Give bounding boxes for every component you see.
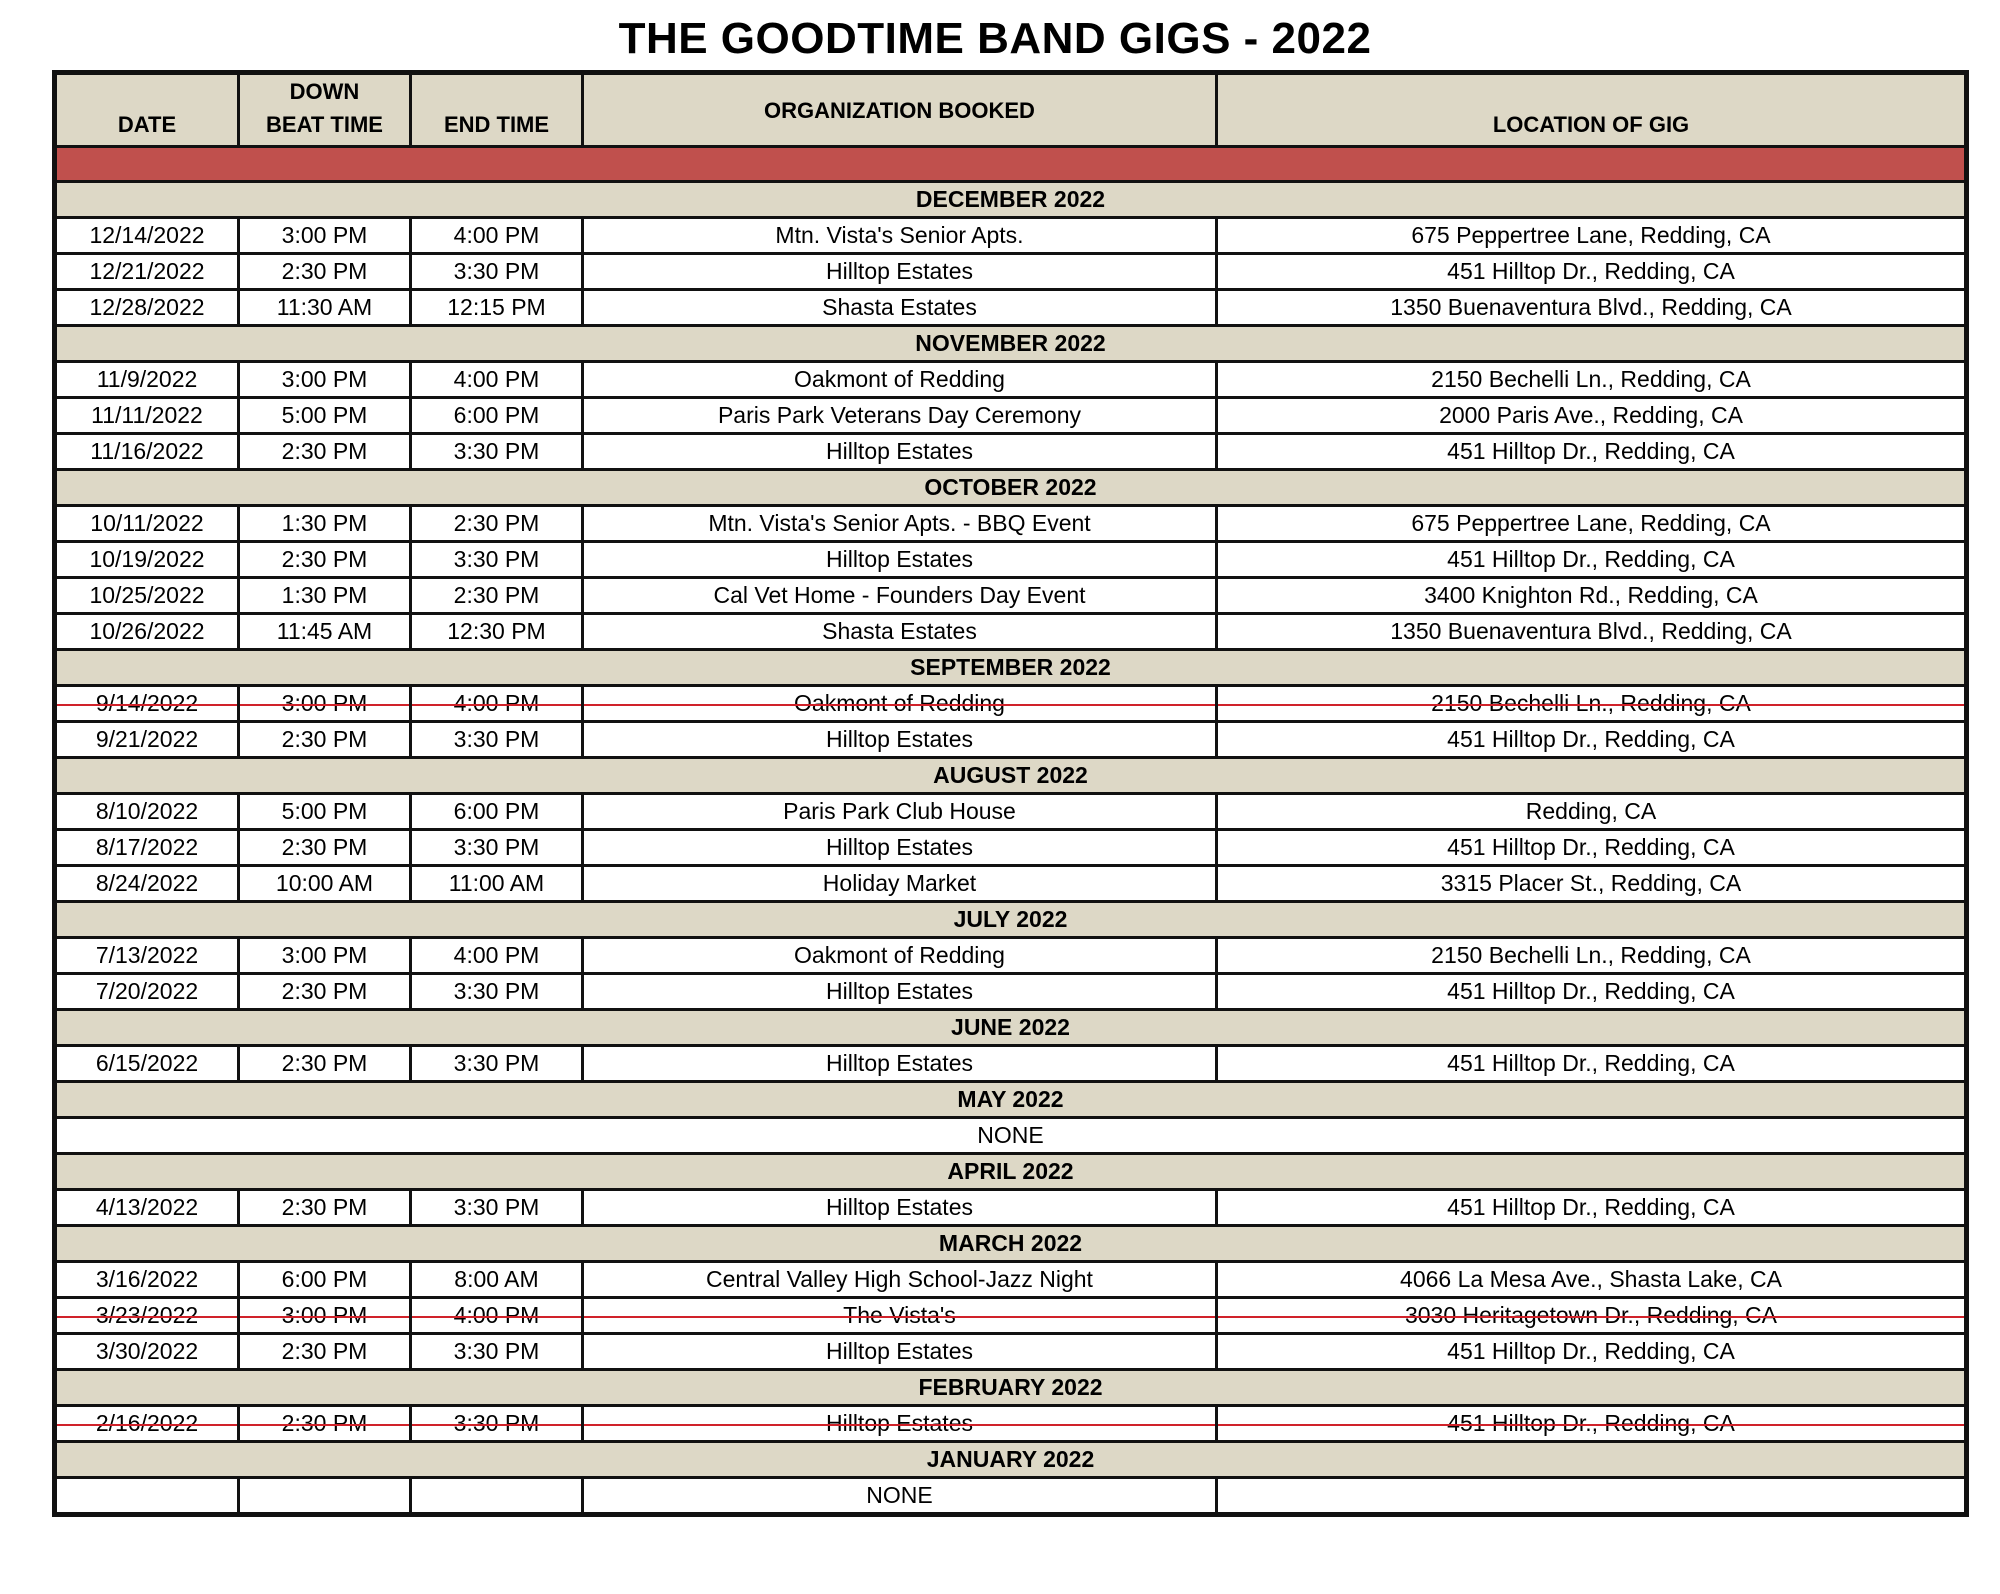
month-label: JANUARY 2022 <box>55 1442 1967 1478</box>
month-header-row <box>55 650 1967 686</box>
gig-date: 7/13/2022 <box>55 938 239 974</box>
empty-end-cell <box>411 1478 583 1515</box>
gig-organization: Hilltop Estates <box>583 542 1217 578</box>
no-gigs-row <box>55 1478 1967 1515</box>
gig-organization: The Vista's <box>583 1298 1217 1334</box>
header-end-time: END TIME <box>411 73 583 147</box>
gig-down-beat-time: 3:00 PM <box>239 1298 411 1334</box>
gig-row <box>55 506 1967 542</box>
gig-organization: Hilltop Estates <box>583 1406 1217 1442</box>
gig-down-beat-time: 3:00 PM <box>239 938 411 974</box>
gig-location: 451 Hilltop Dr., Redding, CA <box>1217 1046 1967 1082</box>
header-location: LOCATION OF GIG <box>1217 73 1967 147</box>
gig-location: 451 Hilltop Dr., Redding, CA <box>1217 1406 1967 1442</box>
gig-end-time: 6:00 PM <box>411 794 583 830</box>
gig-end-time: 4:00 PM <box>411 938 583 974</box>
gig-date: 9/21/2022 <box>55 722 239 758</box>
gig-down-beat-time: 2:30 PM <box>239 434 411 470</box>
gig-organization: Cal Vet Home - Founders Day Event <box>583 578 1217 614</box>
gig-date: 12/21/2022 <box>55 254 239 290</box>
gig-date: 3/23/2022 <box>55 1298 239 1334</box>
gig-down-beat-time: 11:45 AM <box>239 614 411 650</box>
gig-end-time: 4:00 PM <box>411 1298 583 1334</box>
month-label: NOVEMBER 2022 <box>55 326 1967 362</box>
gig-date: 3/30/2022 <box>55 1334 239 1370</box>
gig-organization: Shasta Estates <box>583 290 1217 326</box>
gig-end-time: 3:30 PM <box>411 830 583 866</box>
gig-row <box>55 362 1967 398</box>
month-label: APRIL 2022 <box>55 1154 1967 1190</box>
month-label: FEBRUARY 2022 <box>55 1370 1967 1406</box>
gig-down-beat-time: 2:30 PM <box>239 1406 411 1442</box>
gig-down-beat-time: 2:30 PM <box>239 1046 411 1082</box>
gig-date: 2/16/2022 <box>55 1406 239 1442</box>
gig-row <box>55 614 1967 650</box>
gig-location: 675 Peppertree Lane, Redding, CA <box>1217 506 1967 542</box>
gig-date: 8/17/2022 <box>55 830 239 866</box>
gig-location: 1350 Buenaventura Blvd., Redding, CA <box>1217 290 1967 326</box>
gig-row <box>55 1046 1967 1082</box>
gig-date: 8/24/2022 <box>55 866 239 902</box>
gig-end-time: 12:30 PM <box>411 614 583 650</box>
gig-date: 11/11/2022 <box>55 398 239 434</box>
gig-end-time: 3:30 PM <box>411 1190 583 1226</box>
gig-date: 8/10/2022 <box>55 794 239 830</box>
gig-row <box>55 1190 1967 1226</box>
gig-down-beat-time: 2:30 PM <box>239 830 411 866</box>
gig-schedule-table <box>52 70 1969 1517</box>
gig-down-beat-time: 3:00 PM <box>239 362 411 398</box>
gig-date: 9/14/2022 <box>55 686 239 722</box>
gig-organization: Mtn. Vista's Senior Apts. <box>583 218 1217 254</box>
gig-date: 11/9/2022 <box>55 362 239 398</box>
gig-location: 675 Peppertree Lane, Redding, CA <box>1217 218 1967 254</box>
gig-end-time: 4:00 PM <box>411 686 583 722</box>
gig-row <box>55 398 1967 434</box>
gig-location: 451 Hilltop Dr., Redding, CA <box>1217 254 1967 290</box>
gig-organization: Oakmont of Redding <box>583 938 1217 974</box>
gig-down-beat-time: 2:30 PM <box>239 542 411 578</box>
gig-organization: Hilltop Estates <box>583 830 1217 866</box>
gig-location: 1350 Buenaventura Blvd., Redding, CA <box>1217 614 1967 650</box>
gig-end-time: 2:30 PM <box>411 506 583 542</box>
cancelled-gig-row <box>55 686 1967 722</box>
gig-organization: Hilltop Estates <box>583 434 1217 470</box>
empty-location-cell <box>1217 1478 1967 1515</box>
gig-organization: Paris Park Veterans Day Ceremony <box>583 398 1217 434</box>
month-header-row <box>55 1226 1967 1262</box>
cancelled-gig-row <box>55 1406 1967 1442</box>
gig-row <box>55 974 1967 1010</box>
gig-organization: Hilltop Estates <box>583 1334 1217 1370</box>
gig-end-time: 3:30 PM <box>411 974 583 1010</box>
gig-organization: Mtn. Vista's Senior Apts. - BBQ Event <box>583 506 1217 542</box>
gig-location: 451 Hilltop Dr., Redding, CA <box>1217 1334 1967 1370</box>
gig-down-beat-time: 10:00 AM <box>239 866 411 902</box>
gig-location: 3315 Placer St., Redding, CA <box>1217 866 1967 902</box>
gig-location: 3030 Heritagetown Dr., Redding, CA <box>1217 1298 1967 1334</box>
gig-date: 3/16/2022 <box>55 1262 239 1298</box>
page-title: THE GOODTIME BAND GIGS - 2022 <box>618 14 1372 63</box>
gig-row <box>55 218 1967 254</box>
month-label: DECEMBER 2022 <box>55 182 1967 218</box>
month-label: AUGUST 2022 <box>55 758 1967 794</box>
month-label: OCTOBER 2022 <box>55 470 1967 506</box>
empty-start-cell <box>239 1478 411 1515</box>
month-header-row <box>55 470 1967 506</box>
month-label: JULY 2022 <box>55 902 1967 938</box>
gig-end-time: 6:00 PM <box>411 398 583 434</box>
gig-end-time: 3:30 PM <box>411 1046 583 1082</box>
month-header-row <box>55 1442 1967 1478</box>
gig-organization: Holiday Market <box>583 866 1217 902</box>
gig-end-time: 3:30 PM <box>411 1334 583 1370</box>
gig-down-beat-time: 2:30 PM <box>239 1190 411 1226</box>
gig-organization: Oakmont of Redding <box>583 362 1217 398</box>
gig-row <box>55 434 1967 470</box>
gig-down-beat-time: 3:00 PM <box>239 218 411 254</box>
gig-end-time: 11:00 AM <box>411 866 583 902</box>
gig-organization: Shasta Estates <box>583 614 1217 650</box>
gig-down-beat-time: 5:00 PM <box>239 794 411 830</box>
month-label: JUNE 2022 <box>55 1010 1967 1046</box>
gig-date: 6/15/2022 <box>55 1046 239 1082</box>
gig-down-beat-time: 11:30 AM <box>239 290 411 326</box>
gig-organization: Hilltop Estates <box>583 1190 1217 1226</box>
gig-location: 2150 Bechelli Ln., Redding, CA <box>1217 362 1967 398</box>
gig-date: 7/20/2022 <box>55 974 239 1010</box>
gig-location: 3400 Knighton Rd., Redding, CA <box>1217 578 1967 614</box>
gig-location: 2150 Bechelli Ln., Redding, CA <box>1217 938 1967 974</box>
gig-row <box>55 290 1967 326</box>
gig-date: 4/13/2022 <box>55 1190 239 1226</box>
gig-organization: Oakmont of Redding <box>583 686 1217 722</box>
month-header-row <box>55 1010 1967 1046</box>
gig-end-time: 4:00 PM <box>411 362 583 398</box>
gig-organization: Paris Park Club House <box>583 794 1217 830</box>
gig-end-time: 3:30 PM <box>411 722 583 758</box>
no-gigs-label: NONE <box>583 1478 1217 1515</box>
gig-down-beat-time: 5:00 PM <box>239 398 411 434</box>
gig-date: 11/16/2022 <box>55 434 239 470</box>
month-label: MARCH 2022 <box>55 1226 1967 1262</box>
gig-location: 2000 Paris Ave., Redding, CA <box>1217 398 1967 434</box>
gig-row <box>55 254 1967 290</box>
gig-end-time: 2:30 PM <box>411 578 583 614</box>
gig-row <box>55 722 1967 758</box>
month-header-row <box>55 1370 1967 1406</box>
gig-location: 4066 La Mesa Ave., Shasta Lake, CA <box>1217 1262 1967 1298</box>
gig-date: 12/28/2022 <box>55 290 239 326</box>
month-header-row <box>55 1154 1967 1190</box>
empty-date-cell <box>55 1478 239 1515</box>
gig-row <box>55 542 1967 578</box>
no-gigs-label: NONE <box>55 1118 1967 1154</box>
month-header-row <box>55 182 1967 218</box>
gig-row <box>55 1262 1967 1298</box>
gig-organization: Hilltop Estates <box>583 1046 1217 1082</box>
gig-location: 451 Hilltop Dr., Redding, CA <box>1217 974 1967 1010</box>
red-divider-band <box>55 147 1967 182</box>
gig-end-time: 3:30 PM <box>411 1406 583 1442</box>
month-header-row <box>55 758 1967 794</box>
gig-down-beat-time: 1:30 PM <box>239 578 411 614</box>
gig-end-time: 8:00 AM <box>411 1262 583 1298</box>
gig-down-beat-time: 2:30 PM <box>239 974 411 1010</box>
gig-row <box>55 938 1967 974</box>
gig-down-beat-time: 2:30 PM <box>239 1334 411 1370</box>
gig-down-beat-time: 1:30 PM <box>239 506 411 542</box>
gig-row <box>55 1334 1967 1370</box>
gig-end-time: 3:30 PM <box>411 434 583 470</box>
gig-location: Redding, CA <box>1217 794 1967 830</box>
gig-row <box>55 830 1967 866</box>
month-header-row <box>55 326 1967 362</box>
gig-end-time: 12:15 PM <box>411 290 583 326</box>
gig-date: 10/19/2022 <box>55 542 239 578</box>
no-gigs-row <box>55 1118 1967 1154</box>
gig-end-time: 3:30 PM <box>411 542 583 578</box>
gig-organization: Hilltop Estates <box>583 254 1217 290</box>
gig-organization: Hilltop Estates <box>583 974 1217 1010</box>
gig-row <box>55 794 1967 830</box>
gig-location: 2150 Bechelli Ln., Redding, CA <box>1217 686 1967 722</box>
gig-date: 10/26/2022 <box>55 614 239 650</box>
gig-row <box>55 866 1967 902</box>
month-label: SEPTEMBER 2022 <box>55 650 1967 686</box>
month-label: MAY 2022 <box>55 1082 1967 1118</box>
header-row <box>55 73 1967 147</box>
gig-down-beat-time: 2:30 PM <box>239 254 411 290</box>
month-header-row <box>55 1082 1967 1118</box>
cancelled-gig-row <box>55 1298 1967 1334</box>
gig-location: 451 Hilltop Dr., Redding, CA <box>1217 830 1967 866</box>
gig-organization: Central Valley High School-Jazz Night <box>583 1262 1217 1298</box>
gig-end-time: 3:30 PM <box>411 254 583 290</box>
gig-location: 451 Hilltop Dr., Redding, CA <box>1217 434 1967 470</box>
header-down-beat-time: DOWN BEAT TIME <box>239 73 411 147</box>
gig-date: 10/11/2022 <box>55 506 239 542</box>
gig-end-time: 4:00 PM <box>411 218 583 254</box>
gig-down-beat-time: 3:00 PM <box>239 686 411 722</box>
gig-organization: Hilltop Estates <box>583 722 1217 758</box>
header-organization: ORGANIZATION BOOKED <box>583 73 1217 147</box>
gig-location: 451 Hilltop Dr., Redding, CA <box>1217 542 1967 578</box>
gig-location: 451 Hilltop Dr., Redding, CA <box>1217 1190 1967 1226</box>
month-header-row <box>55 902 1967 938</box>
gig-date: 12/14/2022 <box>55 218 239 254</box>
gig-location: 451 Hilltop Dr., Redding, CA <box>1217 722 1967 758</box>
gig-row <box>55 578 1967 614</box>
gig-down-beat-time: 2:30 PM <box>239 722 411 758</box>
gig-date: 10/25/2022 <box>55 578 239 614</box>
gig-down-beat-time: 6:00 PM <box>239 1262 411 1298</box>
header-date: DATE <box>55 73 239 147</box>
